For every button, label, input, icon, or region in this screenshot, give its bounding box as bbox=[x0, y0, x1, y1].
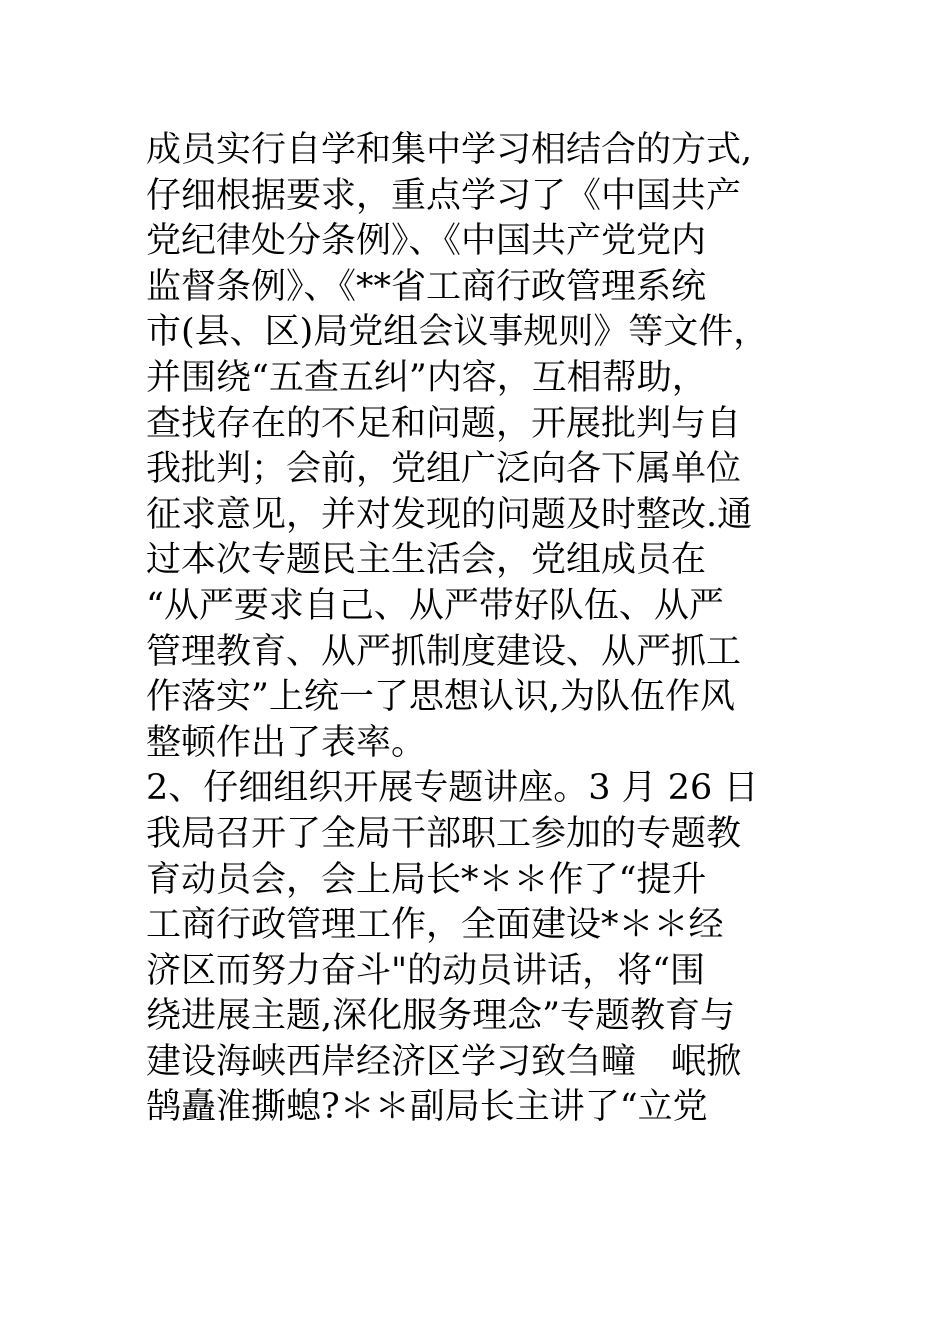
text-line-3: 党纪律处分条例》、《中国共产党党内 bbox=[146, 221, 707, 262]
text-line-4: 监督条例》、《**省工商行政管理系统 bbox=[146, 266, 707, 307]
text-line-6: 并围绕“五查五纠”内容，互相帮助， bbox=[146, 357, 707, 398]
text-line-12: 管理教育、从严抓制度建设、从严抓工 bbox=[146, 631, 742, 672]
body-text bbox=[146, 128, 826, 1131]
text-line-8: 我批判；会前，党组广泛向各下属单位 bbox=[146, 449, 742, 490]
text-line-10: 过本次专题民主生活会，党组成员在 bbox=[146, 540, 707, 581]
text-line-11: “从严要求自己、从严带好队伍、从严 bbox=[146, 585, 724, 626]
text-line-1: 成员实行自学和集中学习相结合的方式, bbox=[146, 130, 753, 170]
text-line-16: 我局召开了全局干部职工参加的专题教 bbox=[146, 813, 742, 854]
text-line-14: 整顿作出了表率。 bbox=[146, 722, 427, 763]
text-line-20: 绕进展主题,深化服务理念”专题教育与 bbox=[146, 996, 736, 1037]
text-line-7: 查找存在的不足和问题，开展批判与自 bbox=[146, 403, 742, 444]
text-line-2: 仔细根据要求，重点学习了《中国共产 bbox=[146, 175, 742, 216]
text-line-17: 育动员会，会上局长*＊＊作了“提升 bbox=[146, 859, 707, 900]
text-line-5: 市(县、区)局党组会议事规则》等文件， bbox=[146, 312, 769, 353]
text-line-15: 2、仔细组织开展专题讲座。3 月 26 日 bbox=[146, 768, 759, 809]
text-line-21: 建设海峡西岸经济区学习致刍疃 岷掀 bbox=[146, 1041, 742, 1082]
text-line-18: 工商行政管理工作，全面建设*＊＊经 bbox=[146, 905, 724, 946]
text-line-9: 征求意见，并对发现的问题及时整改.通 bbox=[146, 494, 753, 535]
text-line-19: 济区而努力奋斗"的动员讲话，将“围 bbox=[146, 950, 705, 991]
text-line-13: 作落实”上统一了思想认识,为队伍作风 bbox=[146, 677, 736, 718]
text-line-22: 鹄矗淮撕螅?＊＊副局长主讲了“立党 bbox=[146, 1087, 708, 1128]
